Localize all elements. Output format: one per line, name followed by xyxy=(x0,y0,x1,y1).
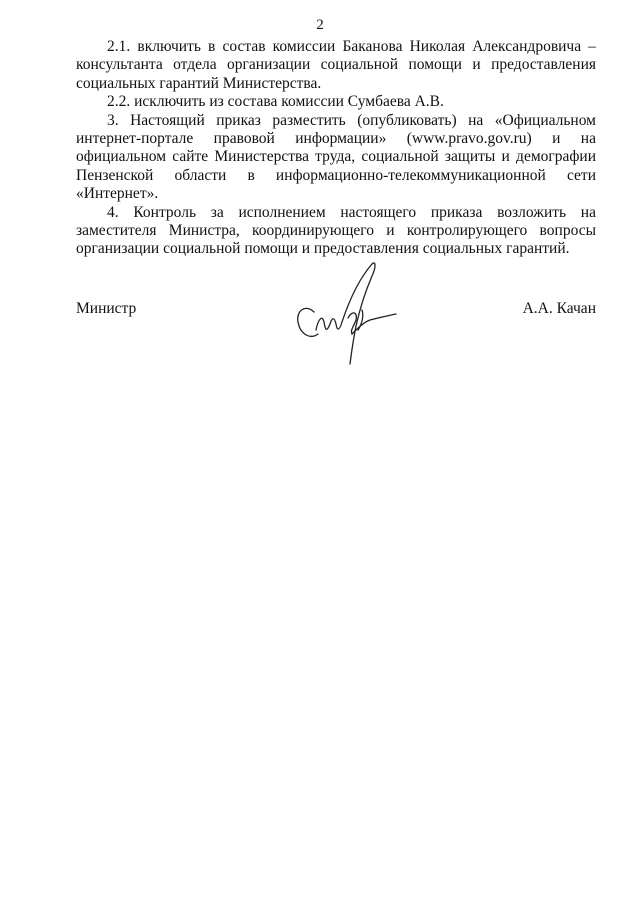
paragraph-2-1: 2.1. включить в состав комиссии Баканова Николая Александровича – консультанта отдела организации социальной помощи и предоставления социальных гарантий Министерства. xyxy=(76,38,596,92)
paragraph-4: 4. Контроль за исполнением настоящего приказа возложить на заместителя Министра, координирующего и контролирующего вопросы организации социальной помощи и предоставления социальных гарантий. xyxy=(76,203,596,258)
paragraph-2-2: 2.2. исключить из состава комиссии Сумбаева А.В. xyxy=(107,93,444,111)
handwritten-signature xyxy=(292,260,402,368)
document-body xyxy=(76,38,596,259)
signatory-name: А.А. Качан xyxy=(522,300,596,317)
signatory-title: Министр xyxy=(76,300,137,317)
page-number: 2 xyxy=(316,17,324,33)
paragraph-3: 3. Настоящий приказ разместить (опубликовать) на «Официальном интернет-портале правовой информации» (www.pravo.gov.ru) и на официальном сайте Министерства труда, социальной защиты и демографии Пензенской области в информационно-телекоммуникационной сети «Интернет». xyxy=(76,111,596,203)
